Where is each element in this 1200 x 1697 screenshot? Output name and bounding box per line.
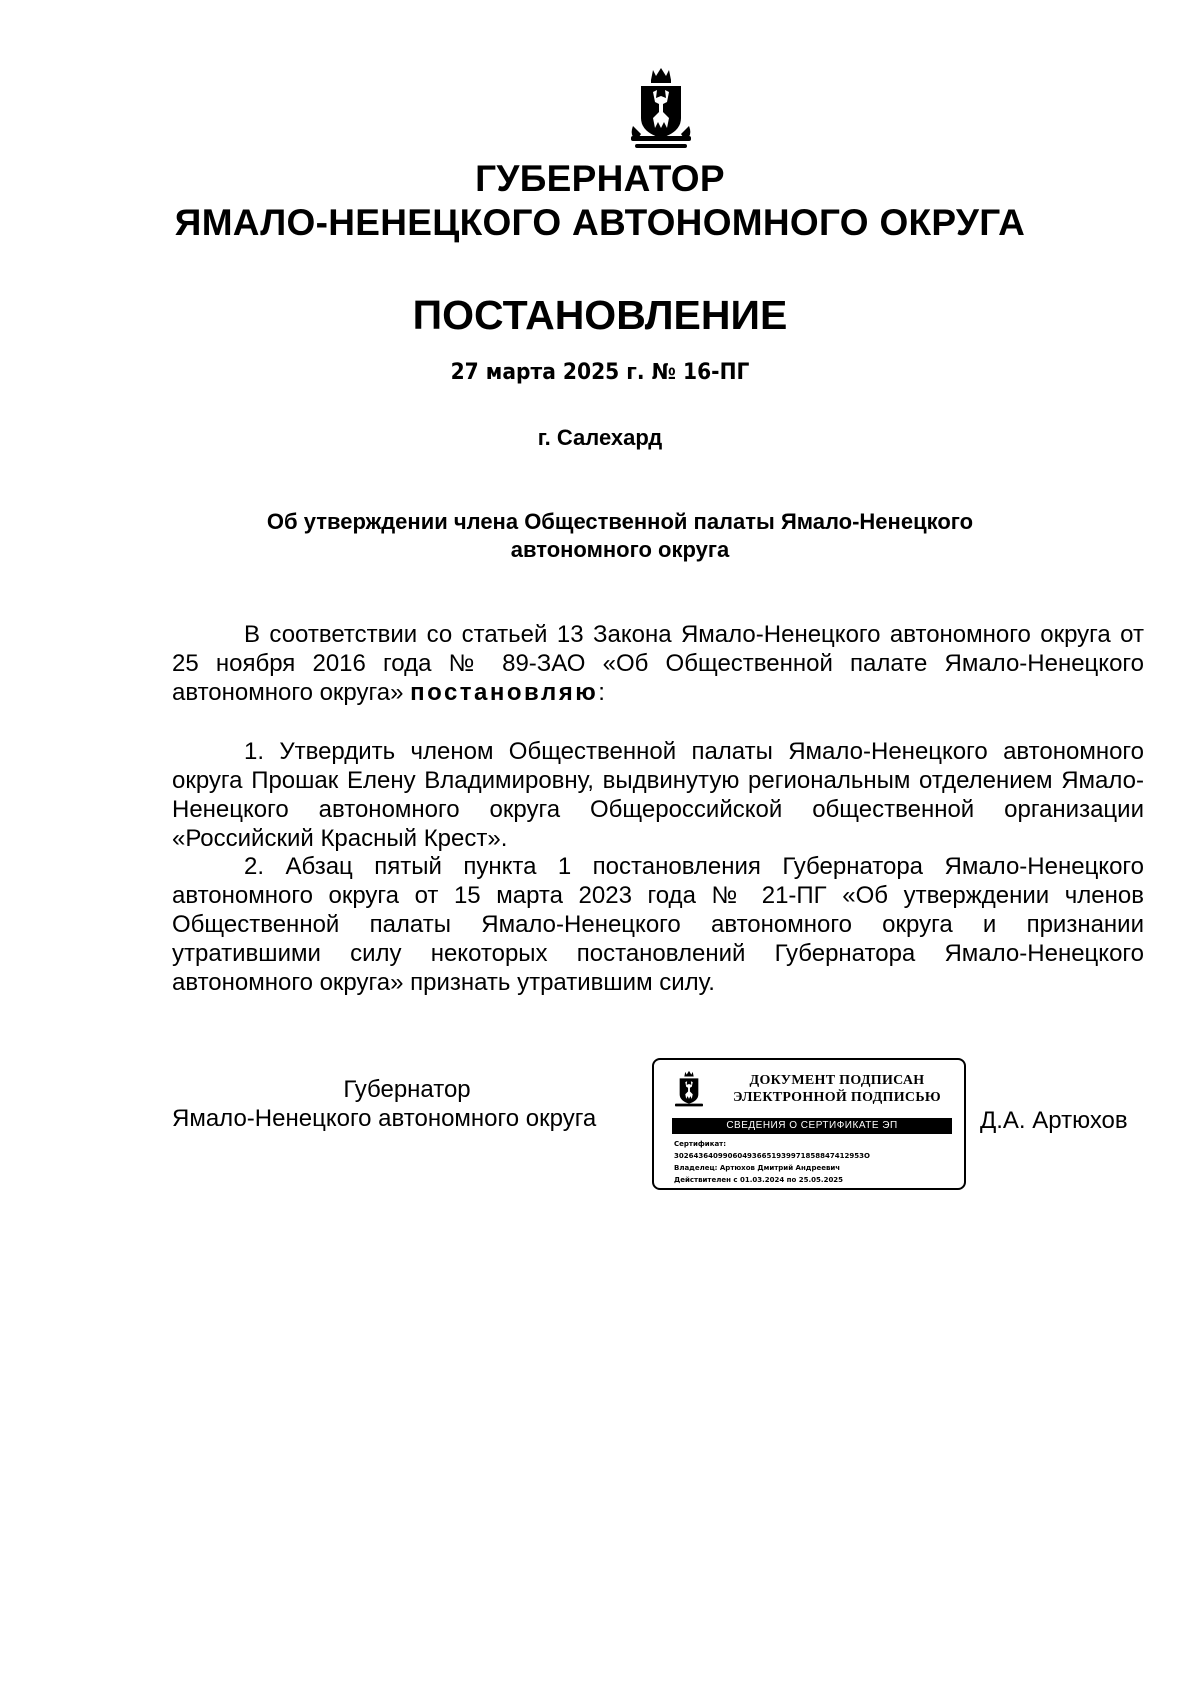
preamble-end: : — [598, 679, 605, 706]
preamble-paragraph — [172, 620, 1144, 707]
document-city: г. Салехард — [537, 425, 663, 450]
preamble-decree-word: постановляю — [410, 679, 599, 706]
electronic-signature-stamp — [652, 1058, 966, 1190]
stamp-heading-line1: ДОКУМЕНТ ПОДПИСАН — [749, 1073, 925, 1088]
subject-line1: Об утверждении члена Общественной палаты Ямало-Ненецкого — [266, 509, 974, 534]
stamp-cert-number: 302643640990604936651939971858847412953О — [674, 1152, 870, 1160]
stamp-heading — [714, 1072, 960, 1106]
stamp-cert-label: Сертификат: — [674, 1140, 727, 1148]
stamp-certificate-details — [674, 1138, 870, 1186]
document-date-number: 27 марта 2025 г. № 16-ПГ — [450, 360, 750, 385]
coat-of-arms-emblem — [625, 66, 697, 156]
stamp-certificate-bar: СВЕДЕНИЯ О СЕРТИФИКАТЕ ЭП — [672, 1118, 952, 1134]
issuer-title-line2: ЯМАЛО-НЕНЕЦКОГО АВТОНОМНОГО ОКРУГА — [174, 202, 1026, 243]
signatory-title-line1: Губернатор — [343, 1076, 471, 1103]
item-1-text: 1. Утвердить членом Общественной палаты Ямало-Ненецкого автономного округа Прошак Елену Владимировну, выдвинутую региональным отделением Ямало-Ненецкого автономного округа Общероссийской общественной организации «Российский Красный Крест». — [172, 738, 1144, 852]
stamp-validity: Действителен с 01.03.2024 по 25.05.2025 — [674, 1176, 844, 1184]
item-1-paragraph — [172, 737, 1144, 853]
stamp-emblem-icon — [672, 1070, 706, 1112]
item-2-text: 2. Абзац пятый пункта 1 постановления Губернатора Ямало-Ненецкого автономного округа от 15 марта 2023 года № 21-ПГ «Об утверждении членов Общественной палаты Ямало-Ненецкого автономного округа и признании утратившими силу некоторых постановлений Губернатора Ямало-Ненецкого автономного округа» признать утратившим силу. — [172, 853, 1144, 996]
signatory-title — [172, 1075, 642, 1133]
stamp-heading-line2: ЭЛЕКТРОННОЙ ПОДПИСЬЮ — [733, 1090, 941, 1105]
signatory-name: Д.А. Артюхов — [980, 1107, 1128, 1134]
document-type-title: ПОСТАНОВЛЕНИЕ — [412, 292, 788, 338]
subject-line2: автономного округа — [510, 537, 730, 562]
issuer-title-line1: ГУБЕРНАТОР — [475, 158, 725, 199]
signatory-title-line2: Ямало-Ненецкого автономного округа — [172, 1105, 597, 1132]
item-2-paragraph — [172, 852, 1144, 997]
stamp-owner: Владелец: Артюхов Дмитрий Андреевич — [674, 1164, 841, 1172]
preamble-text: В соответствии со статьей 13 Закона Ямало-Ненецкого автономного округа от 25 ноября 2016 года № 89-ЗАО «Об Общественной палате Ямало-Ненецкого автономного округа» — [172, 621, 1144, 706]
document-subject — [170, 508, 1070, 564]
